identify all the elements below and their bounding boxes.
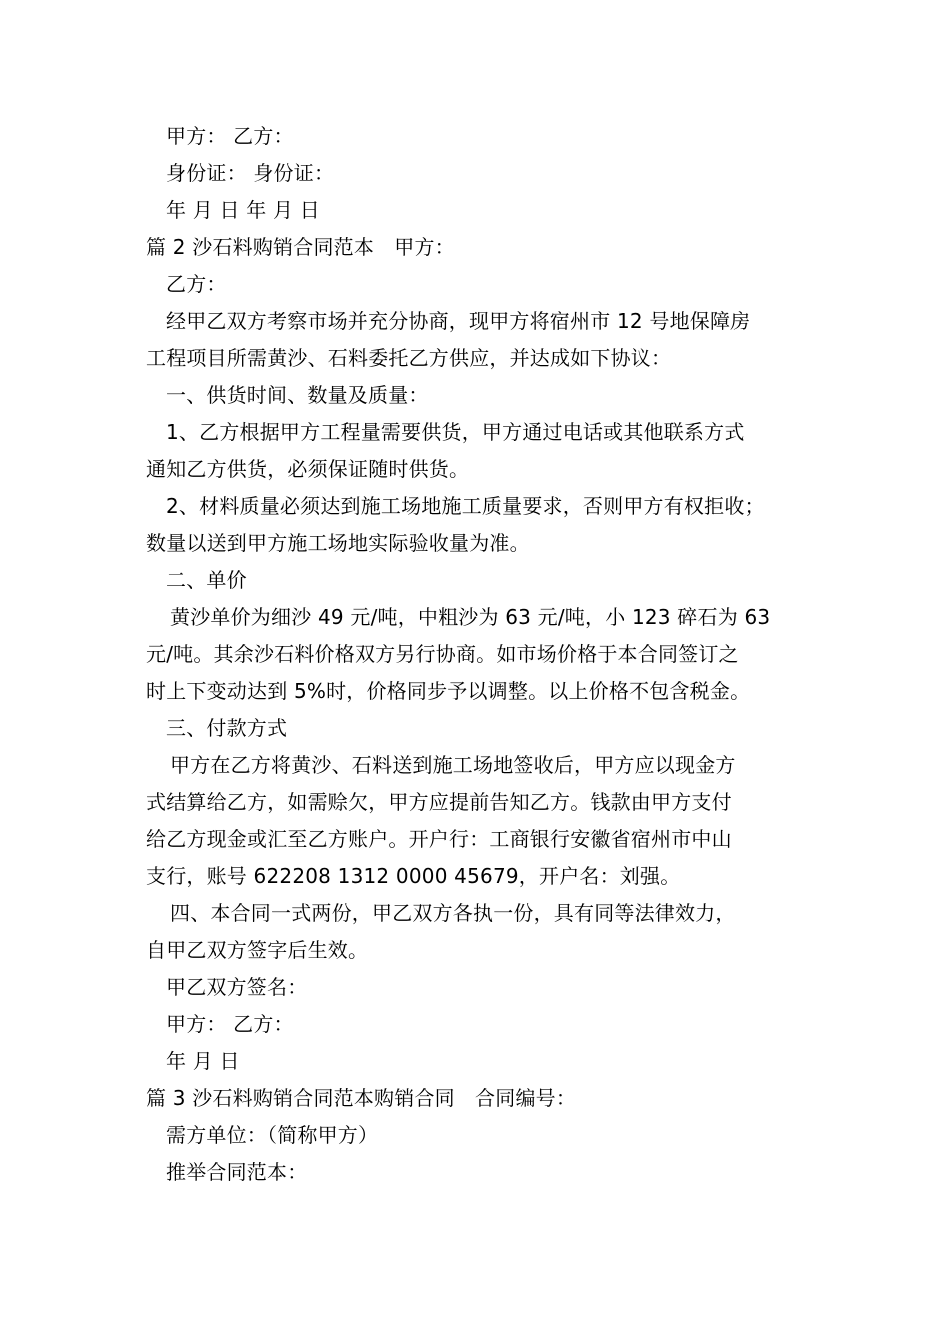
paragraph-line: 支行，账号 622208 1312 0000 45679，开户名：刘强。 xyxy=(146,864,681,888)
paragraph-line: 自甲乙双方签字后生效。 xyxy=(146,938,369,962)
paragraph-line: 元/吨。其余沙石料价格双方另行协商。如市场价格于本合同签订之 xyxy=(146,642,739,666)
paragraph-line: 2、材料质量必须达到施工场地施工质量要求，否则甲方有权拒收； xyxy=(166,494,765,518)
paragraph-line: 四、本合同一式两份，甲乙双方各执一份，具有同等法律效力， xyxy=(170,901,736,925)
paragraph-line: 通知乙方供货，必须保证随时供货。 xyxy=(146,457,470,481)
document-body xyxy=(146,118,826,1191)
clause-heading: 三、付款方式 xyxy=(166,716,288,740)
party-b-line: 乙方： xyxy=(166,272,227,296)
party-a-b-line: 甲方： 乙方： xyxy=(166,1012,294,1036)
paragraph-line: 黄沙单价为细沙 49 元/吨，中粗沙为 63 元/吨，小 123 碎石为 63 xyxy=(170,605,771,629)
paragraph-line: 1、乙方根据甲方工程量需要供货，甲方通过电话或其他联系方式 xyxy=(166,420,745,444)
party-a-b-line: 甲方： 乙方： xyxy=(166,124,294,148)
date-line: 年 月 日 xyxy=(166,1049,240,1073)
paragraph-line: 数量以送到甲方施工场地实际验收量为准。 xyxy=(146,531,530,555)
paragraph-line: 经甲乙双方考察市场并充分协商，现甲方将宿州市 12 号地保障房 xyxy=(166,309,751,333)
paragraph-line: 甲方在乙方将黄沙、石料送到施工场地签收后，甲方应以现金方 xyxy=(170,753,736,777)
date-line: 年 月 日 年 月 日 xyxy=(166,198,320,222)
clause-heading: 二、单价 xyxy=(166,568,247,592)
paragraph-line: 给乙方现金或汇至乙方账户。开户行：工商银行安徽省宿州市中山 xyxy=(146,827,732,851)
section-heading-3: 篇 3 沙石料购销合同范本购销合同 合同编号： xyxy=(146,1086,577,1110)
recommended-template-line: 推举合同范本： xyxy=(166,1160,308,1184)
buyer-unit-line: 需方单位：（简称甲方） xyxy=(166,1123,379,1147)
paragraph-line: 工程项目所需黄沙、石料委托乙方供应，并达成如下协议： xyxy=(146,346,672,370)
clause-heading: 一、供货时间、数量及质量： xyxy=(166,383,429,407)
signature-line: 甲乙双方签名： xyxy=(166,975,308,999)
paragraph-line: 时上下变动达到 5%时，价格同步予以调整。以上价格不包含税金。 xyxy=(146,679,751,703)
id-card-line: 身份证： 身份证： xyxy=(166,161,335,185)
paragraph-line: 式结算给乙方，如需赊欠，甲方应提前告知乙方。钱款由甲方支付 xyxy=(146,790,732,814)
section-heading-2: 篇 2 沙石料购销合同范本 甲方： xyxy=(146,235,455,259)
